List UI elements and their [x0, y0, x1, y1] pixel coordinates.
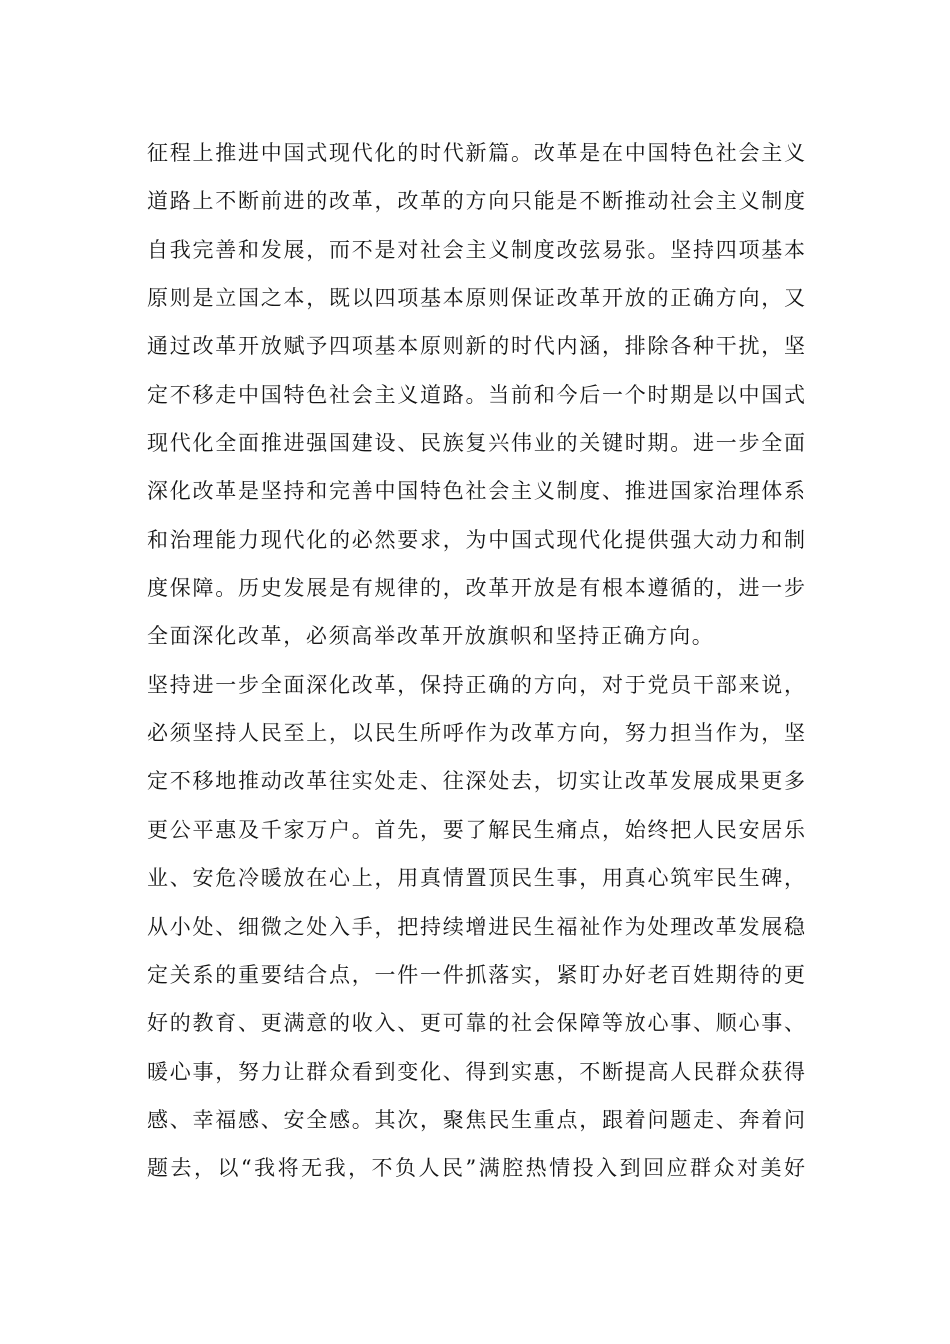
text-line: 自我完善和发展，而不是对社会主义制度改弦易张。坚持四项基本	[147, 237, 805, 262]
text-line: 必须坚持人民至上，以民生所呼作为改革方向，努力担当作为，坚	[147, 721, 805, 746]
text-line: 好的教育、更满意的收入、更可靠的社会保障等放心事、顺心事、	[147, 1011, 805, 1036]
text-line: 业、安危冷暖放在心上，用真情置顶民生事，用真心筑牢民生碑，	[147, 866, 805, 891]
paragraph-1	[147, 129, 805, 661]
paragraph-2	[147, 661, 805, 1193]
text-line: 更公平惠及千家万户。首先，要了解民生痛点，始终把人民安居乐	[147, 817, 805, 842]
text-line: 原则是立国之本，既以四项基本原则保证改革开放的正确方向，又	[147, 286, 805, 311]
text-line: 定不移走中国特色社会主义道路。当前和今后一个时期是以中国式	[147, 382, 805, 407]
text-line: 通过改革开放赋予四项基本原则新的时代内涵，排除各种干扰，坚	[147, 334, 805, 359]
text-line: 感、幸福感、安全感。其次，聚焦民生重点，跟着问题走、奔着问	[147, 1107, 805, 1132]
text-line-paragraph-end: 全面深化改革，必须高举改革开放旗帜和坚持正确方向。	[147, 624, 715, 649]
text-line: 道路上不断前进的改革，改革的方向只能是不断推动社会主义制度	[147, 189, 805, 214]
text-line: 暖心事，努力让群众看到变化、得到实惠，不断提高人民群众获得	[147, 1059, 805, 1084]
text-line: 和治理能力现代化的必然要求，为中国式现代化提供强大动力和制	[147, 527, 805, 552]
text-line: 坚持进一步全面深化改革，保持正确的方向，对于党员干部来说，	[147, 672, 805, 697]
body-text	[147, 129, 805, 1193]
text-line: 从小处、细微之处入手，把持续增进民生福祉作为处理改革发展稳	[147, 914, 805, 939]
text-line: 定关系的重要结合点，一件一件抓落实，紧盯办好老百姓期待的更	[147, 962, 805, 987]
text-line: 定不移地推动改革往实处走、往深处去，切实让改革发展成果更多	[147, 769, 805, 794]
text-line: 度保障。历史发展是有规律的，改革开放是有根本遵循的，进一步	[147, 576, 805, 601]
text-line: 现代化全面推进强国建设、民族复兴伟业的关键时期。进一步全面	[147, 431, 805, 456]
text-line: 深化改革是坚持和完善中国特色社会主义制度、推进国家治理体系	[147, 479, 805, 504]
text-line: 征程上推进中国式现代化的时代新篇。改革是在中国特色社会主义	[147, 141, 805, 165]
text-line: 题去，以“我将无我，不负人民”满腔热情投入到回应群众对美好	[147, 1156, 805, 1181]
